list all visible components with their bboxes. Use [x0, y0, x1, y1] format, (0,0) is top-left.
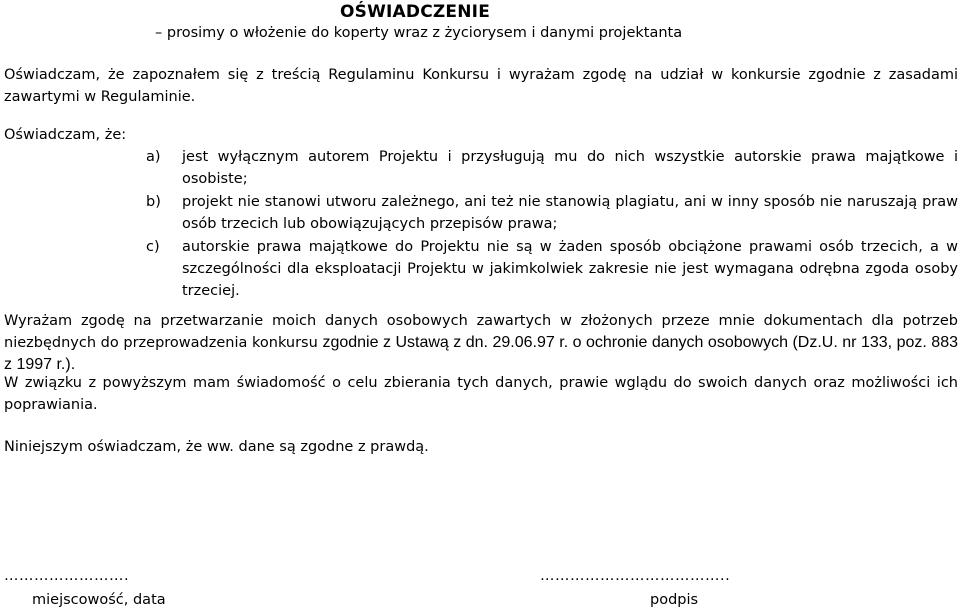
declaration-item-c	[146, 236, 958, 302]
declaration-item-b	[146, 191, 958, 235]
list-item-text: autorskie prawa majątkowe do Projektu nie są w żaden sposób obciążone prawami osób trzecich, a w szczególności dla eksploatacji Projektu w jakimkolwiek zakresie nie jest wymagana odrębna zgoda osoby trzeciej.	[182, 239, 958, 299]
document-title: OŚWIADCZENIE	[339, 2, 491, 22]
declaration-lead: Oświadczam, że:	[4, 127, 127, 143]
awareness-paragraph: W związku z powyższym mam świadomość o celu zbierania tych danych, prawie wglądu do swoich danych oraz możliwości ich poprawiania.	[4, 375, 958, 413]
list-marker: c)	[146, 239, 160, 255]
list-marker: a)	[146, 149, 161, 165]
consent-law-reference: zgodnie z Ustawą z dn. 29.06.97 r. o ochronie danych osobowych (Dz.U. nr 133, poz. 883 z 1997 r.).	[4, 334, 958, 373]
intro-paragraph: Oświadczam, że zapoznałem się z treścią Regulaminu Konkursu i wyrażam zgodę na udział w konkursie zgodnie z zasadami zawartymi w Regulaminie.	[4, 67, 958, 105]
declaration-list	[146, 146, 958, 303]
truth-statement: Niniejszym oświadczam, że ww. dane są zgodne z prawdą.	[4, 439, 429, 455]
place-date-line: …………………….	[4, 568, 130, 584]
declaration-item-a	[146, 146, 958, 190]
document-subtitle: – prosimy o włożenie do koperty wraz z życiorysem i danymi projektanta	[155, 25, 683, 41]
signature-line: ………………………………..	[540, 568, 731, 584]
consent-paragraph	[4, 310, 958, 376]
signature-label: podpis	[650, 592, 699, 608]
place-date-label: miejscowość, data	[32, 592, 166, 608]
list-marker: b)	[146, 194, 161, 210]
list-item-text: jest wyłącznym autorem Projektu i przysługują mu do nich wszystkie autorskie prawa majątkowe i osobiste;	[182, 149, 958, 187]
list-item-text: projekt nie stanowi utworu zależnego, ani też nie stanowią plagiatu, ani w inny sposób nie naruszają praw osób trzecich lub obowiązujących przepisów prawa;	[182, 194, 958, 232]
consent-text: Wyrażam zgodę na przetwarzanie moich danych osobowych zawartych w złożonych przeze mnie dokumentach dla potrzeb niezbędnych do przeprowadzenia konkursu	[4, 313, 958, 351]
